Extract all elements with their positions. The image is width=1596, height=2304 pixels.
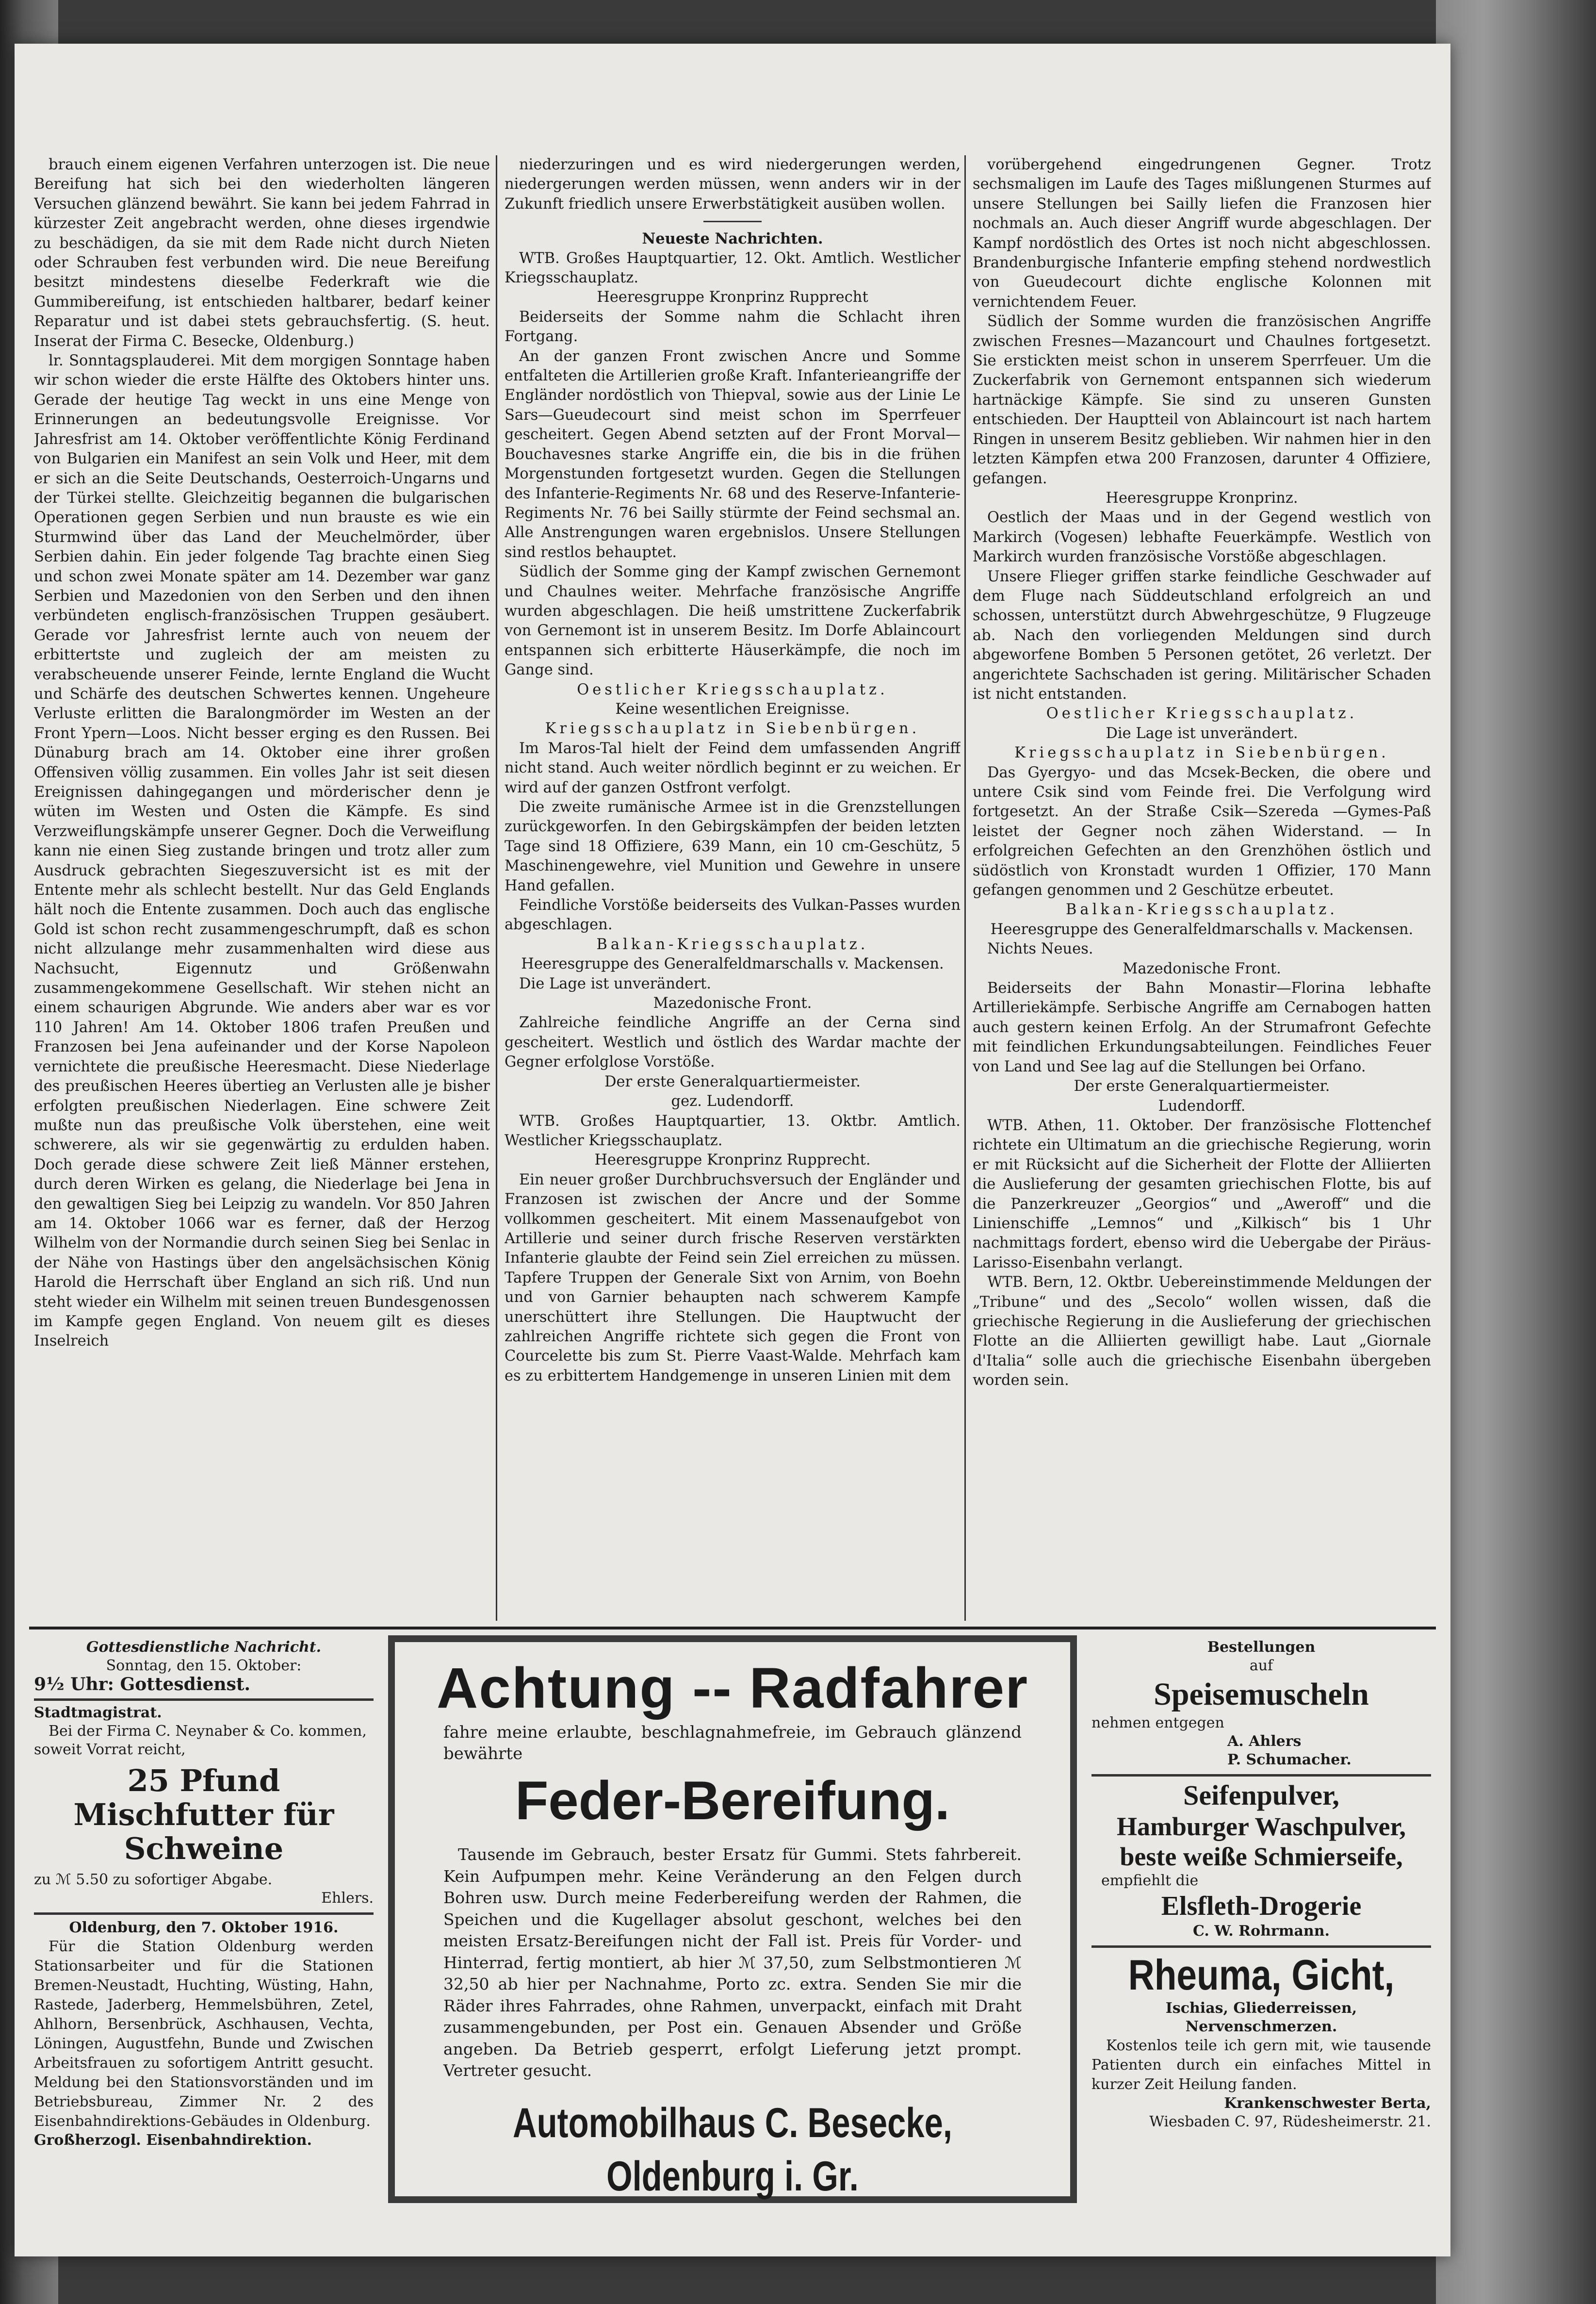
ad-text: Bei der Firma C. Neynaber & Co. kommen, soweit Vorrat reicht, [34, 1723, 367, 1758]
heading-neueste-nachrichten: Neueste Nachrichten. [642, 230, 823, 248]
ad-address: Wiesbaden C. 97, Rüdesheimerstr. 21. [1149, 2113, 1431, 2130]
ad-seifenpulver [1091, 1777, 1431, 1948]
newspaper-page [15, 44, 1450, 2256]
ad-signature: Ehlers. [321, 1890, 374, 1907]
left-ads [34, 1635, 374, 2150]
article-bereifung-end: brauch einem eigenen Verfahren unterzogen ist. Die neue Bereifung hat sich bei den wiederholten längeren Versuchen glänzend bewährt. Sie kann bei jedem Fahrrad in kürzester Zeit angebracht werden, ohne dieses irgendwie zu beschädigen, da sie mit dem Rade nicht durch Nieten oder Schrauben fest verbunden wird. Die neue Bereifung besitzt mindestens dieselbe Federkraft wie die Gummibereifung, ist entschieden haltbarer, bedarf keiner Reparatur und ist dabei stets gebrauchsfertig. (S. heut. Inserat der Firma C. Besecke, Oldenburg.) [34, 156, 490, 350]
signature-title: Der erste Generalquartiermeister. [1074, 1078, 1330, 1095]
paragraph: Beiderseits der Bahn Monastir—Florina lebhafte Artilleriekämpfe. Serbische Angriffe am Cernabogen hatten auch gestern keinen Erfolg. An der Strumafront Gefechte mit feindlichen Erkundungsabteilungen. Feindliches Feuer von Land und See lag auf die Stellungen bei Orfano. [973, 980, 1431, 1075]
ad-signature: Großherzogl. Eisenbahndirektion. [34, 2132, 312, 2149]
wtb-report-13: WTB. Großes Hauptquartier, 13. Oktbr. Amtlich. Westlicher Kriegsschauplatz. [505, 1112, 961, 1149]
ad-text: Nervenschmerzen. [1185, 2018, 1337, 2035]
column-2 [505, 155, 961, 1621]
ad-text: Bestellungen [1207, 1639, 1316, 1656]
ad-eisenbahn [34, 1915, 374, 2150]
wtb-report-bern: WTB. Bern, 12. Oktbr. Uebereinstimmende Meldungen der „Tribune“ und des „Secolo“ wollen wissen, daß die griechische Regierung in die Auslieferung der griechischen Flotte an die Alliierten gewilligt habe. Laut „Giornale d'Italia“ solle auch die griechische Eisenbahn übergeben worden sein. [973, 1274, 1431, 1389]
separator [703, 221, 762, 222]
subhead-kronprinz: Heeresgruppe Kronprinz. [1106, 489, 1298, 507]
ad-headline: Hamburger Waschpulver, [1116, 1812, 1406, 1841]
book-page-edges [1436, 0, 1596, 2304]
ad-footer: Automobilhaus C. Besecke, Oldenburg i. Gr. [512, 2099, 953, 2200]
article-sonntagsplauderei: lr. Sonntagsplauderei. Mit dem morgigen Sonntage haben wir schon wieder die erste Hälfte des Oktobers hinter uns. Gerade der heutige Tag weckt in uns eine Menge von Erinnerungen an bedeutungsvolle Ereignisse. Vor Jahresfrist am 14. Oktober veröffentlichte König Ferdinand von Bulgarien ein Manifest an sein Volk und Heer, mit dem er sich an die Seite Deutschands, Oesterroich-Ungarns und der Türkei stellte. Gleichzeitig begannen die bulgarischen Operationen gegen Serbien und nun brauste es wie ein Sturmwind über das Land der Meuchelmörder, über Serbien dahin. Ein jeder folgende Tag brachte einen Sieg und schon zwei Monate später am 14. Dezember war ganz Serbien und Mazedonien von den Serben und den ihnen verbündeten englisch-französischen Truppen gesäubert. Gerade vor Jahresfrist lernte auch von neuem der erbittertste und zugleich der am meisten zu verabscheuende unserer Feinde, lernte England die Wucht und Schärfe des deutschen Schwertes kennen. Ungeheure Verluste erlitten die Baralongmörder im Westen an der Front Ypern—Loos. Nicht besser erging es den Russen. Bei Dünaburg brach am 14. Oktober eine ihrer großen Offensiven völlig zusammen. Ein volles Jahr ist seit diesen Ereignissen dahingegangen und mörderischer denn je wüten im Westen und Osten die Kämpfe. Es sind Verzweiflungskämpfe unserer Gegner. Doch die Verweiflung kann nie einen Sieg zustande bringen und trotz aller zum Ausdruck gebrachten Siegeszuversicht ist es mit der Entente mehr als schlecht bestellt. Nur das Geld Englands hält noch die Entente zusammen. Doch auch das englische Gold ist schon recht zusammengeschrumpft, daß es schon nicht allzulange mehr zusammenhalten wird diese aus Nachsucht, Eigennutz und Größenwahn zusammengekommene Gesellschaft. Wir stehen nicht an einem schaurigen Abgrunde. Wie anders aber war es vor 110 Jahren! Am 14. Oktober 1806 trafen Preußen und Franzosen bei Jena aufeinander und der Korse Napoleon vernichtete die preußische Heeresmacht. Diese Niederlage des preußischen Heeres übertieg an Verlusten alle je bisher erfolgten preußischen Niederlagen. Eine schwere Zeit mußte nun das preußische Volk überstehen, eine weit schwerere, als wir sie gegenwärtig zu erdulden haben. Doch gerade diese schwere Zeit ließ Männer erstehen, durch deren Wirken es gelang, die Niederlage bei Jena in den gewaltigen Sieg bei Leipzig zu wandeln. Vor 850 Jahren am 14. Oktober 1066 war es ferner, daß der Herzog Wilhelm von der Normandie durch seinen Sieg bei Senlac in der Nähe von Hastings über den angelsächsischen König Harold die Herrschaft über England an sich riß. Und nun steht wieder ein Wilhelm mit seinen treuen Bundesgenossen im Kampfe gegen England. Von neuem gilt es dieses Inselreich [34, 352, 490, 1350]
ad-headline: Elsfleth-Drogerie [1161, 1891, 1362, 1921]
ad-stadtmagistrat [34, 1701, 374, 1915]
paragraph: Das Gyergyo- und das Mcsek-Becken, die obere und untere Csik sind vom Feinde frei. Die Verfolgung wird fortgesetzt. An der Straße Csik—Szereda —Gymes-Paß leistet der Gegner noch zähen Widerstand. — In erfolgreichen Gefechten an den Grenzhöhen östlich und südöstlich von Kronstadt wurden 1 Offizier, 170 Mann gefangen genommen und 2 Geschütze erbeutet. [973, 764, 1431, 899]
paragraph: Die zweite rumänische Armee ist in die Grenzstellungen zurückgeworfen. In den Gebirgskämpfen der beiden letzten Tage sind 18 Offiziere, 639 Mann, ein 10 cm-Geschütz, 5 Maschinengewehre, viel Munition und Gewehre in unsere Hand gefallen. [505, 799, 961, 894]
ad-title: Oldenburg, den 7. Oktober 1916. [69, 1919, 339, 1936]
paragraph: An der ganzen Front zwischen Ancre und Somme entfalteten die Artillerien große Kraft. Infanterieangriffe der Engländer nordöstlich von Thiepval, sowie aus der Linie Le Sars—Gueudecourt sind meist schon im Sperrfeuer gescheitert. Gegen Abend setzten auf der Front Morval—Bouchavesnes starke Angriffe ein, die bis in die frühen Morgenstunden fortgesetzt wurden. Gegen die Stellungen des Infanterie-Regiments Nr. 68 und des Reserve-Infanterie-Regiments Nr. 76 bei Sailly stürmte der Feind sechsmal an. Alle Anstrengungen waren ergebnislos. Unsere Stellungen sind restlos behauptet. [505, 347, 961, 561]
ad-headline: Rheuma, Gicht, [1128, 1951, 1395, 1999]
subhead-kronprinz-rupprecht-2: Heeresgruppe Kronprinz Rupprecht. [594, 1152, 871, 1169]
ad-text: fahre meine erlaubte, beschlagnahmefreie, im Gebrauch glänzend bewährte [443, 1723, 1022, 1763]
subhead-mazedonische: Mazedonische Front. [653, 995, 812, 1012]
ad-name: P. Schumacher. [1227, 1751, 1352, 1768]
paragraph: Ein neuer großer Durchbruchsversuch der Engländer und Franzosen ist zwischen der Ancre und der Somme vollkommen gescheitert. Mit einem Massenaufgebot von Artillerie und seiner durch frische Reserven verstärkten Infanterie glaubte der Feind sein Ziel erreichen zu müssen. Tapfere Truppen der Generale Sixt von Arnim, von Boehn und von Garnier behaupten nach schwerem Kampfe unerschüttert ihre Stellungen. Die Hauptwucht der zahlreichen Angriffe richtete sich gegen die Front von Courcelette bis zum St. Pierre Vaast-Walde. Mehrfach kam es zu erbittertem Handgemenge in unseren Linien mit dem [505, 1171, 961, 1384]
signature-title: Der erste Generalquartiermeister. [604, 1073, 861, 1090]
column-divider-1 [496, 155, 497, 1621]
ad-speisemuscheln [1091, 1635, 1431, 1777]
paragraph: Heeresgruppe des Generalfeldmarschalls v. Mackensen. [521, 955, 944, 973]
paragraph: Oestlich der Maas und in der Gegend westlich von Markirch (Vogesen) lebhafte Feuerkämpfe. Westlich von Markirch wurden französische Vorstöße abgeschlagen. [973, 509, 1431, 566]
ad-headline: Seifenpulver, [1183, 1779, 1339, 1811]
ad-name: A. Ahlers [1227, 1733, 1302, 1750]
paragraph: Beiderseits der Somme nahm die Schlacht ihren Fortgang. [505, 308, 961, 346]
paragraph: Südlich der Somme wurden die französischen Angriffe zwischen Fresnes—Mazancourt und Chaulnes fortgesetzt. Sie erstickten meist schon in unserem Sperrfeuer. Um die Zuckerfabrik von Gernemont entspannen sich wiederum hartnäckige Kämpfe. Sie sind zu unseren Gunsten entschieden. Der Hauptteil von Ablaincourt ist nach hartem Ringen in unserem Besitz geblieben. Wir nahmen hier in den letzten Kämpfen etwa 200 Franzosen, darunter 4 Offiziere, gefangen. [973, 313, 1431, 487]
subhead-kronprinz-rupprecht: Heeresgruppe Kronprinz Rupprecht [597, 289, 868, 306]
wtb-report-12: WTB. Großes Hauptquartier, 12. Okt. Amtlich. Westlicher Kriegsschauplatz. [505, 249, 961, 287]
ad-text: Kostenlos teile ich gern mit, wie tausende Patienten durch ein einfaches Mittel in kurzer Zeit Heilung fanden. [1091, 2037, 1431, 2093]
ad-text: Tausende im Gebrauch, bester Ersatz für Gummi. Stets fahrbereit. Kein Aufpumpen mehr. Keine Veränderung an den Felgen durch Bohren usw. Durch meine Federbereifung werden der Rahmen, die Speichen und die Kugellager absolut geschont, welches bei den meisten Ersatz-Bereifungen nicht der Fall ist. Preis für Vorder- und Hinterrad, fertig montiert, ab hier ℳ 37,50, zum Selbstmontieren ℳ 32,50 ab hier per Nachnahme, Porto zc. extra. Senden Sie mir die Räder ihres Fahrrades, ohne Rahmen, unverpackt, einfach mit Draht zusammengebunden, per Post ein. Genauen Absender und Größe angeben. Da Betrieb gesperrt, erfolgt Lieferung jetzt prompt. Vertreter gesucht. [443, 1845, 1022, 2080]
ad-headline: 25 Pfund Mischfutter für Schweine [73, 1763, 334, 1866]
right-ads [1091, 1635, 1431, 2131]
paragraph: Die Lage ist unverändert. [519, 975, 712, 992]
subhead-balkan: Balkan-Kriegsschauplatz. [596, 936, 869, 953]
ad-title: Stadtmagistrat. [34, 1704, 162, 1721]
paragraph: Unsere Flieger griffen starke feindliche Geschwader auf dem Fluge nach Süddeutschland erfolgreich an und schossen, unterstützt durch Abwehrgeschütze, 9 Flugzeuge ab. Nach den vorliegenden Meldungen sind durch abgeworfene Bomben 5 Personen getötet, 26 verletzt. Der angerichtete Sachschaden ist gering. Militärischer Schaden ist nicht entstanden. [973, 568, 1431, 703]
ad-radfahrer [388, 1635, 1077, 2203]
ad-signature: Krankenschwester Berta, [1224, 2095, 1431, 2112]
column-divider-2 [964, 155, 966, 1621]
ad-gottesdienst [34, 1635, 374, 1701]
ad-section-divider [29, 1627, 1436, 1629]
paragraph: Zahlreiche feindliche Angriffe an der Cerna sind gescheitert. Westlich und östlich des Wardar machte der Gegner erfolglose Vorstöße. [505, 1014, 961, 1071]
paragraph: Keine wesentlichen Ereignisse. [615, 700, 850, 718]
ad-text: nehmen entgegen [1091, 1714, 1224, 1731]
ad-headline: Achtung -- Radfahrer [437, 1656, 1028, 1720]
ad-headline: beste weiße Schmierseife, [1120, 1842, 1403, 1871]
paragraph: Südlich der Somme ging der Kampf zwischen Gernemont und Chaulnes weiter. Mehrfache französische Angriffe wurden abgeschlagen. Die heiß umstrittene Zuckerfabrik von Gernemont ist in unserem Besitz. Im Dorfe Ablaincourt entspannen sich erbitterte Häuserkämpfe, die noch im Gange sind. [505, 563, 961, 679]
subhead-oestlicher: Oestlicher Kriegsschauplatz. [1046, 705, 1358, 723]
article-continued: niederzuringen und es wird niedergerungen werden, niedergerungen werden müssen, wenn anders wir in der Zukunft friedlich unsere Erwerbstätigkeit ausüben wollen. [505, 156, 961, 213]
subhead-balkan: Balkan-Kriegsschauplatz. [1065, 901, 1338, 919]
ad-headline: Speisemuscheln [1154, 1677, 1369, 1712]
ad-text: auf [1249, 1657, 1273, 1674]
ad-rheuma [1091, 1948, 1431, 2131]
subhead-siebenbuergen: Kriegsschauplatz in Siebenbürgen. [545, 720, 920, 738]
ad-text: Für die Station Oldenburg werden Stationsarbeiter und für die Stationen Bremen-Neustadt, Huchting, Wüsting, Hahn, Rastede, Jaderberg, Hemmelsbühren, Zetel, Ahlhorn, Bersenbrück, Aschhausen, Vechta, Löningen, Augustfehn, Bunde und Zwischen Arbeitsfrauen zu sofortigem Antritt gesucht. Meldung bei den Stationsvorständen und im Betriebsbureau, Zimmer Nr. 2 des Eisenbahndirektions-Gebäudes in Oldenburg. [34, 1938, 374, 2130]
ad-text: 9½ Uhr: Gottesdienst. [34, 1674, 251, 1695]
column-1 [34, 155, 490, 1621]
paragraph: Nichts Neues. [987, 940, 1093, 958]
subhead-siebenbuergen: Kriegsschauplatz in Siebenbürgen. [1014, 744, 1389, 762]
ad-name: C. W. Rohrmann. [1193, 1923, 1330, 1940]
subhead-oestlicher: Oestlicher Kriegsschauplatz. [577, 681, 888, 698]
paragraph: Heeresgruppe des Generalfeldmarschalls v. Mackensen. [990, 921, 1414, 938]
paragraph: Feindliche Vorstöße beiderseits des Vulkan-Passes wurden abgeschlagen. [505, 897, 961, 934]
column-3 [973, 155, 1431, 1621]
signature-name: Ludendorff. [1158, 1097, 1246, 1115]
ad-text: Sonntag, den 15. Oktober: [106, 1657, 302, 1674]
ad-product: Feder-Bereifung. [515, 1770, 950, 1831]
ad-text: Ischias, Gliederreissen, [1165, 2000, 1357, 2017]
paragraph: vorübergehend eingedrungenen Gegner. Trotz sechsmaligen im Laufe des Tages mißlungenen Sturmes auf unsere Stellungen bei Sailly liefen die Franzosen hier nochmals an. Auch dieser Angriff wurde abgeschlagen. Der Kampf nordöstlich des Ortes ist noch nicht abgeschlossen. Brandenburgische Infanterie empfing stehend nordwestlich von Gueudecourt dichte englische Kolonnen mit vernichtendem Feuer. [973, 156, 1431, 311]
wtb-report-athen: WTB. Athen, 11. Oktober. Der französische Flottenchef richtete ein Ultimatum an die griechische Regierung, worin er mit Rücksicht auf die Sicherheit der Flotte der Alliierten die Auslieferung der gesamten griechischen Flotte, bis auf die Panzerkreuzer „Georgios“ und „Aweroff“ und die Linienschiffe „Lemnos“ und „Kilkisch“ bis 1 Uhr nachmittags fordert, ebenso wird die Uebergabe der Piräus-Larisso-Eisenbahn verlangt. [973, 1117, 1431, 1271]
signature-name: gez. Ludendorff. [671, 1093, 794, 1110]
ad-title: Gottesdienstliche Nachricht. [86, 1639, 322, 1656]
paragraph: Im Maros-Tal hielt der Feind dem umfassenden Angriff nicht stand. Auch weiter nördlich beginnt er zu weichen. Er wird auf der ganzen Ostfront verfolgt. [505, 740, 961, 796]
ad-text: zu ℳ 5.50 zu sofortiger Abgabe. [34, 1871, 273, 1888]
subhead-mazedonische: Mazedonische Front. [1123, 960, 1281, 977]
ad-text: empfiehlt die [1101, 1872, 1199, 1889]
paragraph: Die Lage ist unverändert. [1106, 724, 1298, 742]
